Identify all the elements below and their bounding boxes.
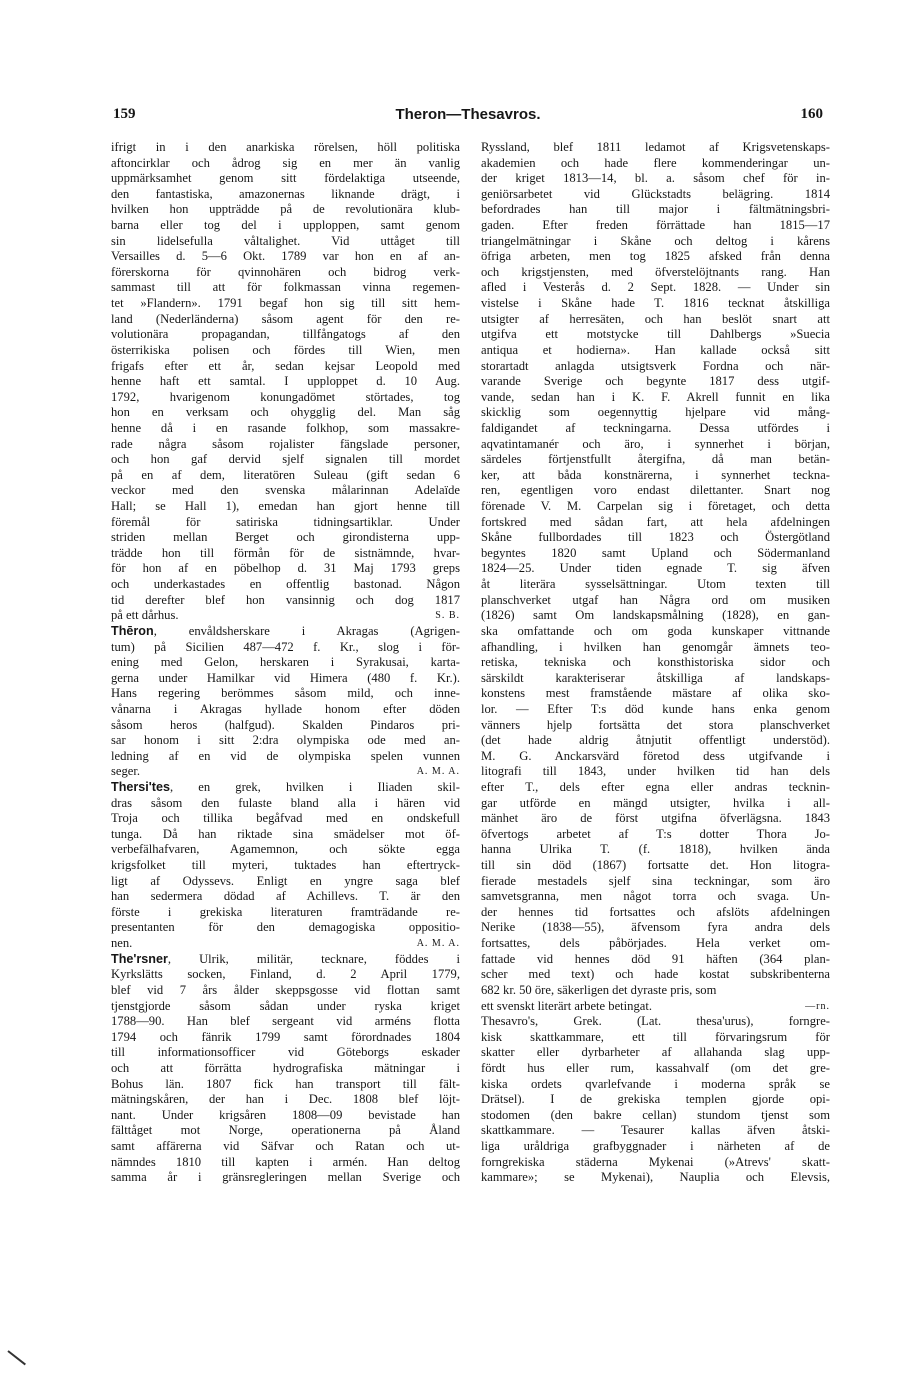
right-column-line: 1824—25. Under tiden egnade T. sig äfven — [481, 561, 830, 576]
right-column-line: ren, egentligen voro endast dilettanter. Snart nog — [481, 483, 830, 498]
left-column-line: på en af dem, literatören Suleau (gift sedan 6 — [111, 467, 460, 482]
left-column-line: samma år i gränsregleringen mellan Sverige och — [111, 1170, 460, 1185]
left-column-line: veckor med den svenska målarinnan Adelaïde — [111, 483, 460, 498]
left-column-line: tet »Flandern». 1791 begaf hon sig till sitt hem- — [111, 296, 460, 311]
right-column-line: konstens mest framstående mästare af olika sko- — [481, 686, 830, 701]
right-column-line: forngrekiska städerna Mykenai (»Atrevs' skatt- — [481, 1154, 830, 1169]
right-column-line: fierade mestadels sjelf sina teckningar, som äro — [481, 873, 830, 888]
author-signature: A. M. A. — [416, 766, 460, 778]
right-column-line: akademien och hade flere kommenderingar un- — [481, 155, 830, 170]
right-column-line: åt literära sysselsättningar. Utom texten till — [481, 577, 830, 592]
page-number-right: 160 — [800, 106, 823, 122]
right-column-line: triangelmätningar i Skåne och deltog i kårens — [481, 233, 830, 248]
right-column-line: litografi till 1843, under hvilken tid han dels — [481, 764, 830, 779]
right-column-line: mänhet äro de först utgifna öfverlägsna. 1843 — [481, 811, 830, 826]
left-column-line: och underkastades en offentlig bastonad. Någon — [111, 577, 460, 592]
left-column-line: nen. A. M. A. — [111, 936, 460, 951]
right-column-line: aqvatintamanér och äro, i synnerhet i början, — [481, 436, 830, 451]
left-column-line: förste i grekiska literaturen framträdande re- — [111, 904, 460, 919]
left-column-line: tunga. Då han riktade sina smädelser mot öf- — [111, 826, 460, 841]
right-column-line: befordrades han till major i fältmätningsbri- — [481, 202, 830, 217]
right-column-line: hanna Ulrika T. (f. 1818), hvilken ända — [481, 842, 830, 857]
left-column-line: nant. Under krigsåren 1808—09 bevistade han — [111, 1107, 460, 1122]
left-column-line: hon en verksam och ohygglig del. Man såg — [111, 405, 460, 420]
right-column-line: Nerike (1838—55), äfvensom fyra andra dels — [481, 920, 830, 935]
page-header — [113, 106, 823, 128]
right-column-line: geniörsarbetet vid Glückstadts belägring. 1814 — [481, 186, 830, 201]
left-column-line: såsom heros (halfgud). Skalden Pindaros pri- — [111, 717, 460, 732]
margin-pen-stroke — [7, 1350, 26, 1365]
right-column-line: fortsattes, dels påbörjades. Hela verket om- — [481, 936, 830, 951]
left-column-line: barna eller tog del i upploppen, samt genom — [111, 218, 460, 233]
running-title: Theron—Thesavros. — [395, 106, 541, 123]
left-column-line: krigsfolket till myteri, tuktades han eftertryck- — [111, 858, 460, 873]
right-column-line: (det hade aldrig åtnjutit offentligt understöd). — [481, 733, 830, 748]
left-column-line: och hon gaf dervid sjelf signalen till mordet — [111, 452, 460, 467]
right-column-line: öfriga arbeten, men tog 1825 afsked från denna — [481, 249, 830, 264]
right-column-line: ska omfattande och om goda kunskaper vittnande — [481, 623, 830, 638]
right-column-line: gaden. Efter freden förrättade han 1815—17 — [481, 218, 830, 233]
left-column-line: uppmärksamhet genom sitt fördelaktiga utseende, — [111, 171, 460, 186]
left-column-line: sammast till att för folkmassan vinna regemen- — [111, 280, 460, 295]
left-column-line: rade några såsom rojalister fängslade personer, — [111, 436, 460, 451]
right-column-line: afhandling, i hvilken han genomgår ämnets teo- — [481, 639, 830, 654]
right-column-line: kammare»; se Mykenai), Nauplia och Elevsis, — [481, 1170, 830, 1185]
right-column-line: skatter eller dyrbarheter af allahanda slag upp- — [481, 1045, 830, 1060]
entry-headword: Thersi'tes — [111, 779, 170, 794]
left-column-line: blef vid 7 års ålder skeppsgosse vid flottan samt — [111, 982, 460, 997]
left-column-line: nämndes 1810 till kapten i armén. Han deltog — [111, 1154, 460, 1169]
right-column-line: 682 kr. 50 öre, säkerligen det dyraste pris, som — [481, 982, 717, 997]
right-column-line: vänners hjelp fortsätta det stora planschverket — [481, 717, 830, 732]
right-column-line: gar utförde en mängd utsigter, hvilka i all- — [481, 795, 830, 810]
left-column-line: striden mellan Berget och girondisterna upp- — [111, 530, 460, 545]
left-text-column — [111, 140, 460, 1186]
page-number-left: 159 — [113, 106, 136, 122]
left-column-line: ledning af en vid de olympiska spelen vunnen — [111, 748, 460, 763]
left-column-line: fälttåget mot Norge, operationerna på Åland — [111, 1123, 460, 1138]
left-column-line: Thēron, envåldsherskare i Akragas (Agrigen- — [111, 623, 460, 638]
entry-headword: Thēron — [111, 623, 154, 638]
left-column-line: hvilken hon uppträdde på de revolutionära klub- — [111, 202, 460, 217]
left-column-line: henne haft ett samtal. I upploppet d. 10 Aug. — [111, 374, 460, 389]
left-column-line: trädde hon till förmån för de sistnämnde, hvar- — [111, 545, 460, 560]
left-column-line: frigafs efter ett år, sedan kejsar Leopold med — [111, 358, 460, 373]
right-column-line: kisk skattkammare, ett till förvaringsrum för — [481, 1029, 830, 1044]
right-column-line: der hennes tid fortsattes och afslöts afdelningen — [481, 904, 830, 919]
left-column-line: Hans regering berömmes såsom mild, och inne- — [111, 686, 460, 701]
left-column-line: 1794 och fänrik 1799 samt förordnades 1804 — [111, 1029, 460, 1044]
left-column-line: volutionära propagandan, tillfångatogs af den — [111, 327, 460, 342]
left-column-line: föremål för satiriska tidningsartiklar. Under — [111, 514, 460, 529]
right-column-line: fortskred med sådan fart, att hela afdelningen — [481, 514, 830, 529]
right-column-line: skicklig som oegennyttig hjelpare vid mång- — [481, 405, 830, 420]
left-column-line: den fantastiska, amazonernas liknande drägt, i — [111, 186, 460, 201]
left-column-line: till informationsofficer vid Göteborgs eskader — [111, 1045, 460, 1060]
right-column-line: öfvertogs arbetet af T:s dotter Thora Jo- — [481, 826, 830, 841]
left-column-line: ligt af Odyssevs. Enligt en yngre saga blef — [111, 873, 460, 888]
right-column-line: utgifva ett motstycke till Dahlbergs »Suecia — [481, 327, 830, 342]
left-column-line: samt affärerna vid Säfvar och Ratan och ut- — [111, 1139, 460, 1153]
left-column-line: Versailles d. 5—6 Okt. 1789 var hon en af an- — [111, 249, 460, 264]
right-column-line: särskildt karakteriserar åtskilliga af landskaps- — [481, 670, 830, 685]
right-column-line: förenade V. M. Carpelan sig i företaget, och detta — [481, 499, 830, 514]
left-column-line: sin lidelsefulla våltalighet. Vid uttåget till — [111, 233, 460, 248]
right-text-column — [481, 140, 830, 1186]
right-column-line: afled i Vesterås d. 2 Sept. 1828. — Under sin — [481, 280, 830, 295]
right-column-line: kiska ordets qvarlefvande i moderna språk se — [481, 1076, 830, 1091]
right-column-line: efter T., dels efter egna eller andras tecknin- — [481, 779, 830, 794]
right-column-line: lor. — Efter T:s död kunde hans enka genom — [481, 701, 830, 716]
left-column-line: 1792, hvarigenom konungadömet störtades, tog — [111, 389, 460, 404]
right-column-line: ett svenskt literärt arbete betingat. —rn. — [481, 998, 830, 1013]
left-column-line: presentanten för den demagogiska oppositio- — [111, 920, 460, 935]
left-column-line: tjenstgjorde såsom sådan under ryska kriget — [111, 998, 460, 1013]
right-column-line: skattkammare. — Tesaurer kallas äfven åtski- — [481, 1123, 830, 1138]
left-column-line: österrikiska polisen och fördes till Wien, men — [111, 342, 460, 357]
right-column-line: Ryssland, blef 1811 ledamot af Krigsvetenskaps- — [481, 140, 830, 154]
left-column-line: seger. A. M. A. — [111, 764, 460, 779]
right-column-line: och krigstjensten, med öfverstelöjtnants rang. Han — [481, 264, 830, 279]
right-column-line: vande, sedan han i K. F. Akrell funnit en lika — [481, 389, 830, 404]
left-column-line: förerskorna för qvinnohären och bidrog verk- — [111, 264, 460, 279]
right-column-line: vistelse i Skåne hade T. 1816 tecknat åtskilliga — [481, 296, 830, 311]
left-column-line: Kyrkslätts socken, Finland, d. 2 April 1779, — [111, 967, 460, 982]
left-column-line: land (Nederländerna) såsom agent för den re- — [111, 311, 460, 326]
left-column-line: 1788—90. Han blef sergeant vid arméns flotta — [111, 1014, 460, 1029]
right-column-line: samvetsgranna, men något torra och svaga. Un- — [481, 889, 830, 904]
author-signature: —rn. — [805, 1000, 830, 1012]
left-column-line: för hon af en pöbelhop d. 31 Maj 1793 greps — [111, 561, 460, 576]
right-column-line: Thesavro's, Grek. (Lat. thesa'urus), forngre- — [481, 1014, 830, 1029]
left-column-line: Thersi'tes, en grek, hvilken i Iliaden skil- — [111, 779, 460, 794]
left-column-line: tid derefter blef hon vansinnig och dog 1817 — [111, 592, 460, 607]
right-column-line: faldigandet af teckningarna. Dessa utfördes i — [481, 420, 830, 435]
left-column-line: ifrigt in i den anarkiska rörelsen, höll politiska — [111, 140, 460, 154]
left-column-line: mätningskåren, der han i Dec. 1808 blef löjt- — [111, 1092, 460, 1107]
left-column-line: vånarna i Akragas hyllade honom efter döden — [111, 701, 460, 716]
left-column-line: han sedermera dödad af Achillevs. T. är den — [111, 889, 460, 904]
left-column-line: Troja och tillika begåfvad med en ondskefull — [111, 811, 460, 826]
right-column-line: till sin död (1867) fortsatte det. Hon litogra- — [481, 858, 830, 873]
right-column-line: fattade vid hennes död 91 häften (364 plan- — [481, 951, 830, 966]
right-column-line: ker, att båda konstnärerna, i synnerhet teckna- — [481, 467, 830, 482]
right-column-line: storartadt anlagda utsigtsverk Fordna och när- — [481, 358, 830, 373]
left-column-line: och att förrätta hydrografiska mätningar i — [111, 1060, 460, 1075]
left-column-line: på ett dårhus. S. B. — [111, 608, 460, 623]
right-column-line: Drätsel). I de grekiska templen gjorde opi- — [481, 1092, 830, 1107]
right-column-line: varande Sverige och begynte 1817 dess utgif- — [481, 374, 830, 389]
author-signature: A. M. A. — [416, 938, 460, 950]
author-signature: S. B. — [435, 610, 460, 622]
left-column-line: aftoncirklar och ådrog sig en mer än vanlig — [111, 155, 460, 170]
right-column-line: utsigter af herresäten, och han beslöt snart att — [481, 311, 830, 326]
left-column-line: dras såsom den fulaste bland alla i hären vid — [111, 795, 460, 810]
right-column-line: (1826) samt Om landskapsmålning (1828), en gan- — [481, 608, 830, 623]
right-column-line: stodomen (den bakre cellan) stundom tjenst som — [481, 1107, 830, 1122]
right-column-line: fördt hus eller rum, kassahvalf (om det gre- — [481, 1060, 830, 1075]
right-column-line: scher med text) och hade kostat subskribenterna — [481, 967, 830, 982]
right-column-line: begyntes 1820 samt Upland och Södermanland — [481, 545, 830, 560]
left-column-line: gerna under Hamilkar vid Himera (480 f. Kr.). — [111, 670, 460, 685]
left-column-line: sar honom i sitt 2:dra olympiska ode med an- — [111, 733, 460, 748]
left-column-line: henne då i en rasande folkhop, som massakre- — [111, 420, 460, 435]
left-column-line: verbefälhafvaren, Agamemnon, och sökte egga — [111, 842, 460, 857]
left-column-line: ening med Gelon, herskaren i Syrakusai, karta- — [111, 655, 460, 670]
left-column-line: The'rsner, Ulrik, militär, tecknare, föddes i — [111, 951, 460, 966]
right-column-line: planschverket utgaf han Några ord om musiken — [481, 592, 830, 607]
left-column-line: Hall; se Hall 1), emedan han gjort henne till — [111, 499, 460, 514]
left-column-line: tum) på Sicilien 487—472 f. Kr., slog i för- — [111, 639, 460, 654]
right-column-line: Skåne fullbordades till 1823 och Östergötland — [481, 530, 830, 545]
right-column-line: der kriget 1813—14, bl. a. såsom chef för in- — [481, 171, 830, 186]
right-column-line: särdeles förtjenstfullt återgifna, då man betän- — [481, 452, 830, 467]
entry-headword: The'rsner — [111, 951, 168, 966]
right-column-line: M. G. Anckarsvärd företod dess utgifvande i — [481, 748, 830, 763]
right-column-line: retiska, tekniska och konsthistoriska sidor och — [481, 655, 830, 670]
left-column-line: Bohus län. 1807 fick han transport till fält- — [111, 1076, 460, 1091]
right-column-line: liga uråldriga grafbyggnader i närheten af de — [481, 1139, 830, 1153]
right-column-line: antiqua et hodierna». Han kallade också sitt — [481, 342, 830, 357]
